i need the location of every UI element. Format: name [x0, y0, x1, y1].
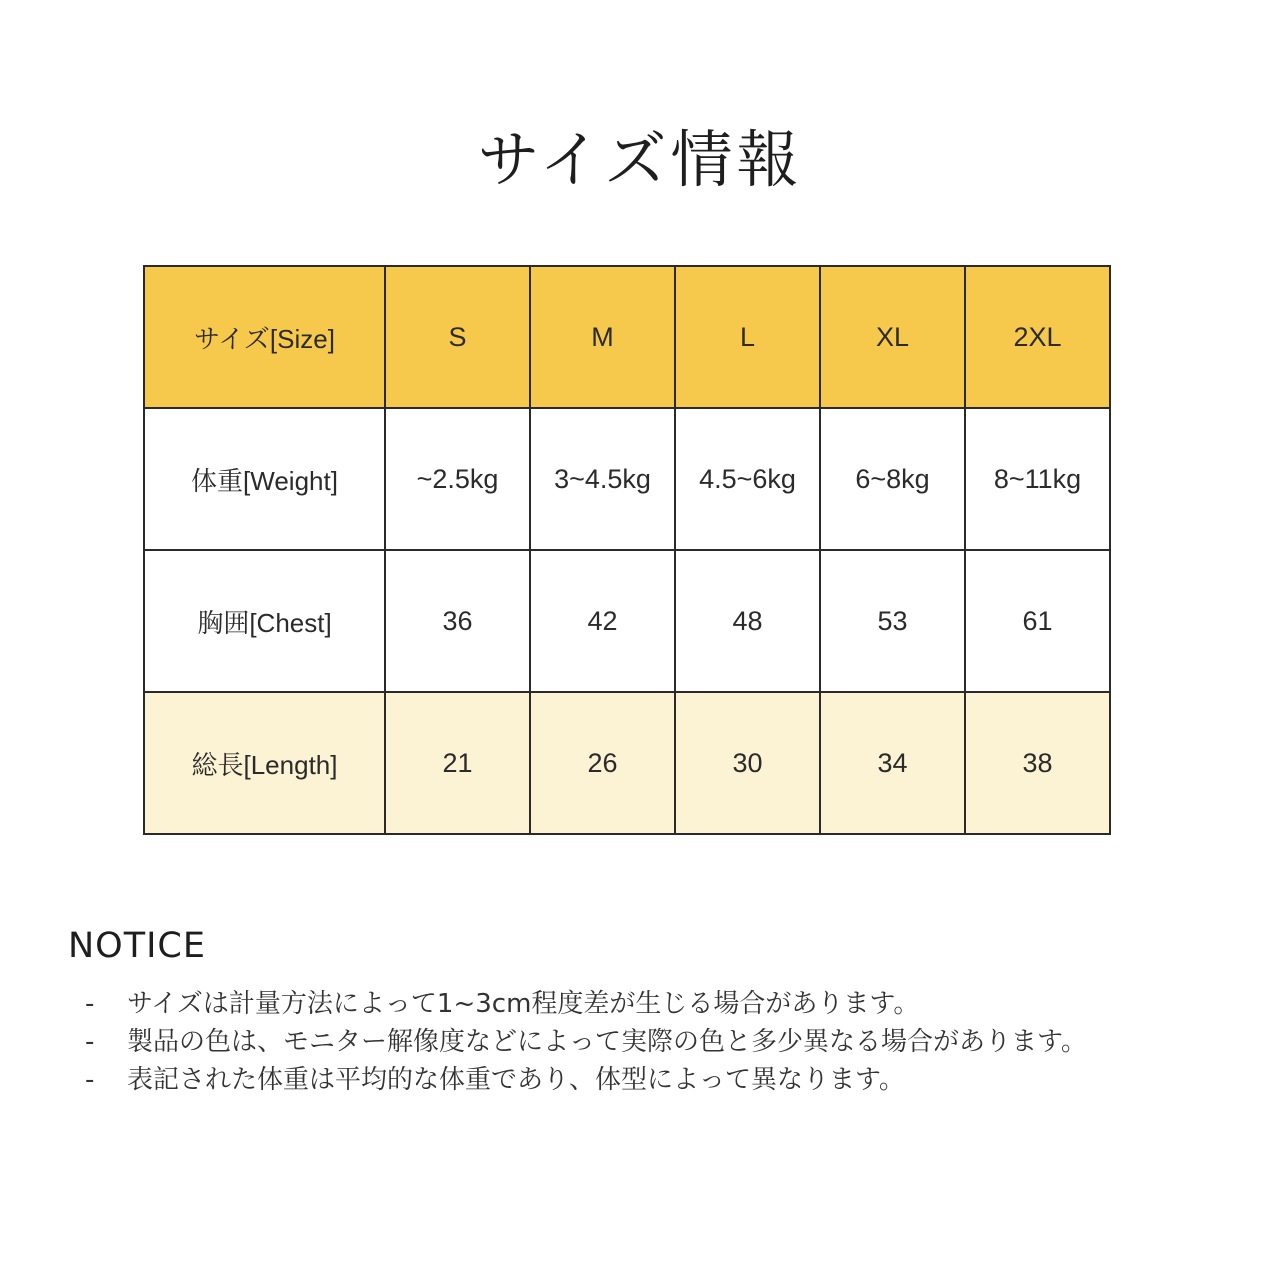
page-title: サイズ情報 — [477, 123, 803, 196]
notice-text: 表記された体重は平均的な体重であり、体型によって異なります。 — [127, 1065, 905, 1095]
notice-text: 製品の色は、モニター解像度などによって実際の色と多少異なる場合があります。 — [127, 1027, 1087, 1057]
notice-item — [85, 1061, 1087, 1099]
length-cell: 38 — [965, 692, 1110, 834]
chest-cell: 48 — [675, 550, 820, 692]
chest-label: 胸囲[Chest] — [144, 550, 385, 692]
size-header-cell: S — [385, 266, 530, 408]
size-header-row — [144, 266, 1110, 408]
length-cell: 30 — [675, 692, 820, 834]
chest-cell: 61 — [965, 550, 1110, 692]
size-header-cell: M — [530, 266, 675, 408]
notice-text: サイズは計量方法によって1~3cm程度差が生じる場合があります。 — [127, 989, 920, 1019]
length-cell: 34 — [820, 692, 965, 834]
notice-title: NOTICE — [68, 926, 206, 966]
bullet-dash: - — [85, 1065, 95, 1095]
size-table — [143, 265, 1111, 835]
notice-list — [85, 985, 1087, 1099]
bullet-dash: - — [85, 1027, 95, 1057]
length-cell: 21 — [385, 692, 530, 834]
weight-cell: ~2.5kg — [385, 408, 530, 550]
weight-label: 体重[Weight] — [144, 408, 385, 550]
chest-cell: 42 — [530, 550, 675, 692]
chest-cell: 36 — [385, 550, 530, 692]
weight-cell: 3~4.5kg — [530, 408, 675, 550]
size-header-cell: XL — [820, 266, 965, 408]
weight-row — [144, 408, 1110, 550]
notice-item — [85, 1023, 1087, 1061]
chest-row — [144, 550, 1110, 692]
size-header-cell: 2XL — [965, 266, 1110, 408]
weight-cell: 4.5~6kg — [675, 408, 820, 550]
size-header-cell: L — [675, 266, 820, 408]
length-row — [144, 692, 1110, 834]
bullet-dash: - — [85, 989, 95, 1019]
length-label: 総長[Length] — [144, 692, 385, 834]
weight-cell: 6~8kg — [820, 408, 965, 550]
length-cell: 26 — [530, 692, 675, 834]
notice-item — [85, 985, 1087, 1023]
weight-cell: 8~11kg — [965, 408, 1110, 550]
size-header-label: サイズ[Size] — [144, 266, 385, 408]
chest-cell: 53 — [820, 550, 965, 692]
